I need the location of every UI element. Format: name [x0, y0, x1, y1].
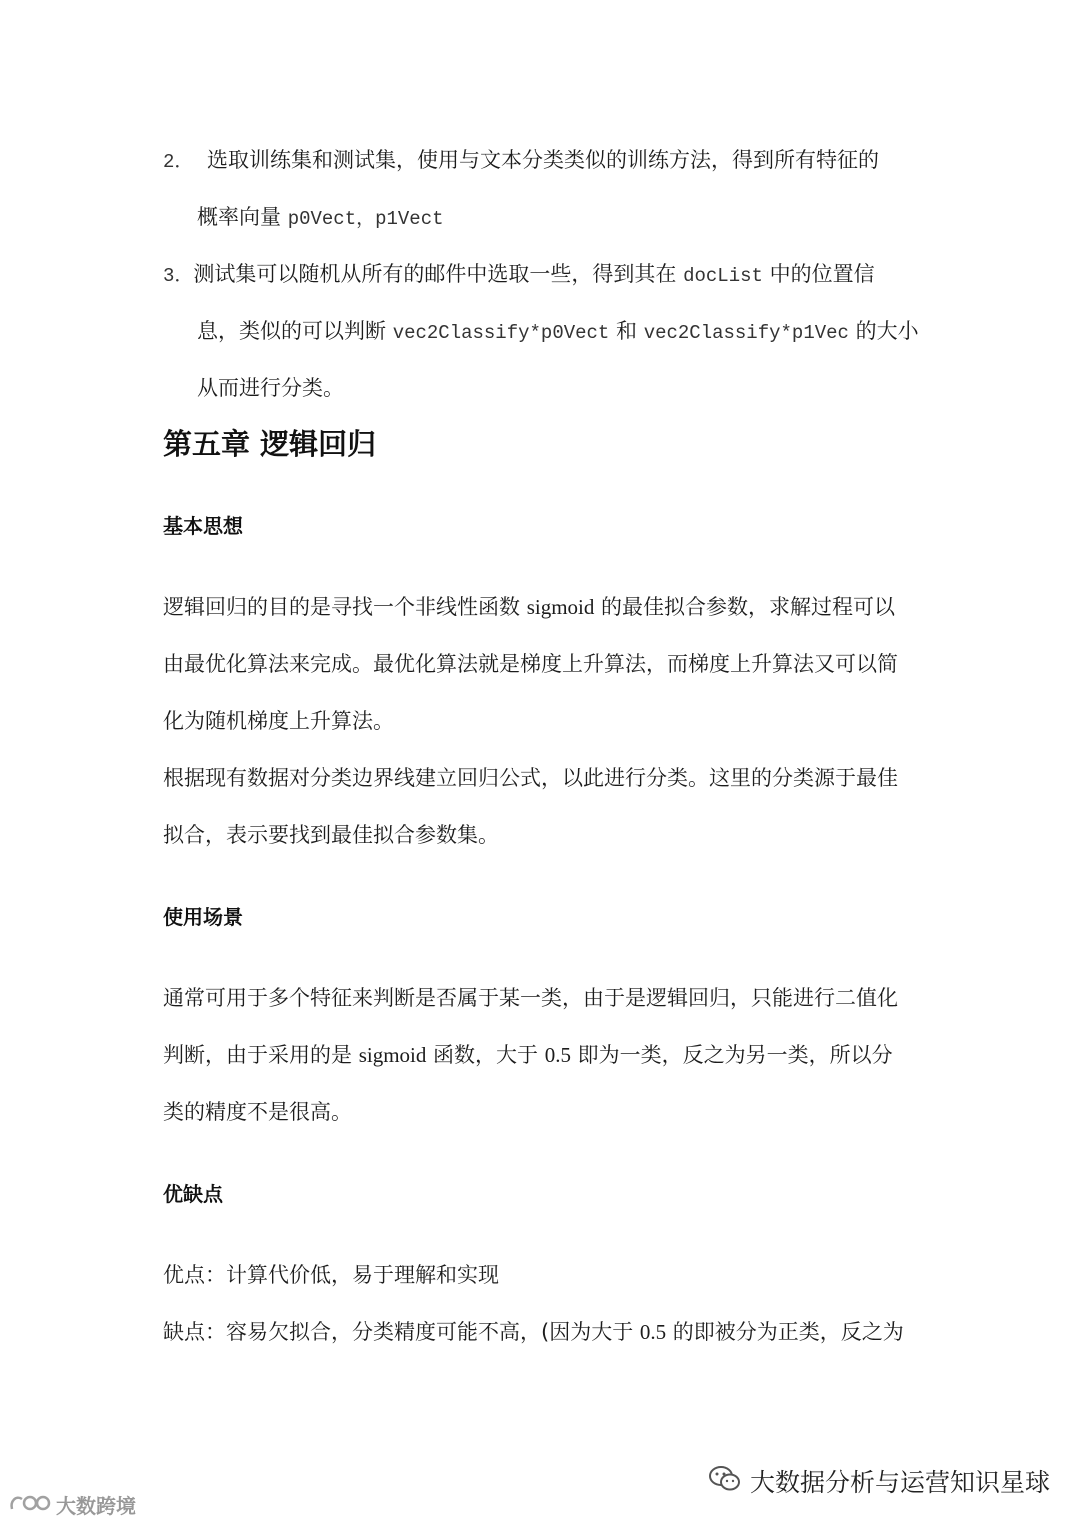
watermark-logo-text: 大数跨境: [56, 1494, 136, 1518]
basic-paragraph-2-line-2: 拟合，表示要找到最佳拟合参数集。: [163, 823, 499, 847]
code-vec2classify-p0vect: vec2Classify*p0Vect: [392, 322, 610, 344]
list-item-2-number: 2．: [163, 151, 194, 173]
list-item-3-line-2: 息，类似的可以判断 vec2Classify*p0Vect 和 vec2Classify*p1Vec 的大小: [197, 319, 919, 344]
list-item-3-line-3: 从而进行分类。: [197, 376, 344, 400]
usage-line-2: 判断，由于采用的是 sigmoid 函数，大于 0.5 即为一类，反之为另一类，所以分: [163, 1043, 893, 1067]
cons-line: 缺点：容易欠拟合，分类精度可能不高，(因为大于 0.5 的即被分为正类，反之为: [163, 1320, 904, 1344]
footer-watermark-logo: [8, 1490, 136, 1519]
list-item-2-line-2: 概率向量 p0Vect，p1Vect: [197, 205, 444, 230]
code-p0vect-p1vect: p0Vect，p1Vect: [287, 208, 444, 230]
footer-brand: [708, 1463, 1050, 1499]
list-item-2-line-1: 选取训练集和测试集，使用与文本分类类似的训练方法，得到所有特征的: [207, 148, 879, 172]
footer-brand-text: 大数据分析与运营知识星球: [749, 1468, 1050, 1497]
watermark-logo-icon: [8, 1491, 52, 1519]
usage-line-3: 类的精度不是很高。: [163, 1100, 352, 1124]
section-heading-basic-idea: 基本思想: [163, 514, 243, 538]
usage-line-1: 通常可用于多个特征来判断是否属于某一类，由于是逻辑回归，只能进行二值化: [163, 986, 898, 1010]
code-doclist: docList: [683, 265, 763, 287]
code-vec2classify-p1vec: vec2Classify*p1Vec: [643, 322, 849, 344]
section-heading-pros-cons: 优缺点: [163, 1182, 223, 1206]
basic-paragraph-1-line-2: 由最优化算法来完成。最优化算法就是梯度上升算法，而梯度上升算法又可以简: [163, 652, 898, 676]
wechat-icon: [708, 1464, 742, 1498]
basic-paragraph-1-line-1: 逻辑回归的目的是寻找一个非线性函数 sigmoid 的最佳拟合参数，求解过程可以: [163, 595, 896, 619]
pros-line: 优点：计算代价低，易于理解和实现: [163, 1263, 499, 1287]
basic-paragraph-2-line-1: 根据现有数据对分类边界线建立回归公式，以此进行分类。这里的分类源于最佳: [163, 766, 898, 790]
basic-paragraph-1-line-3: 化为随机梯度上升算法。: [163, 709, 394, 733]
section-heading-usage: 使用场景: [163, 905, 243, 929]
list-item-3-line-1: 3．测试集可以随机从所有的邮件中选取一些，得到其在 docList 中的位置信: [163, 262, 875, 287]
chapter-title: 第五章 逻辑回归: [163, 427, 377, 461]
